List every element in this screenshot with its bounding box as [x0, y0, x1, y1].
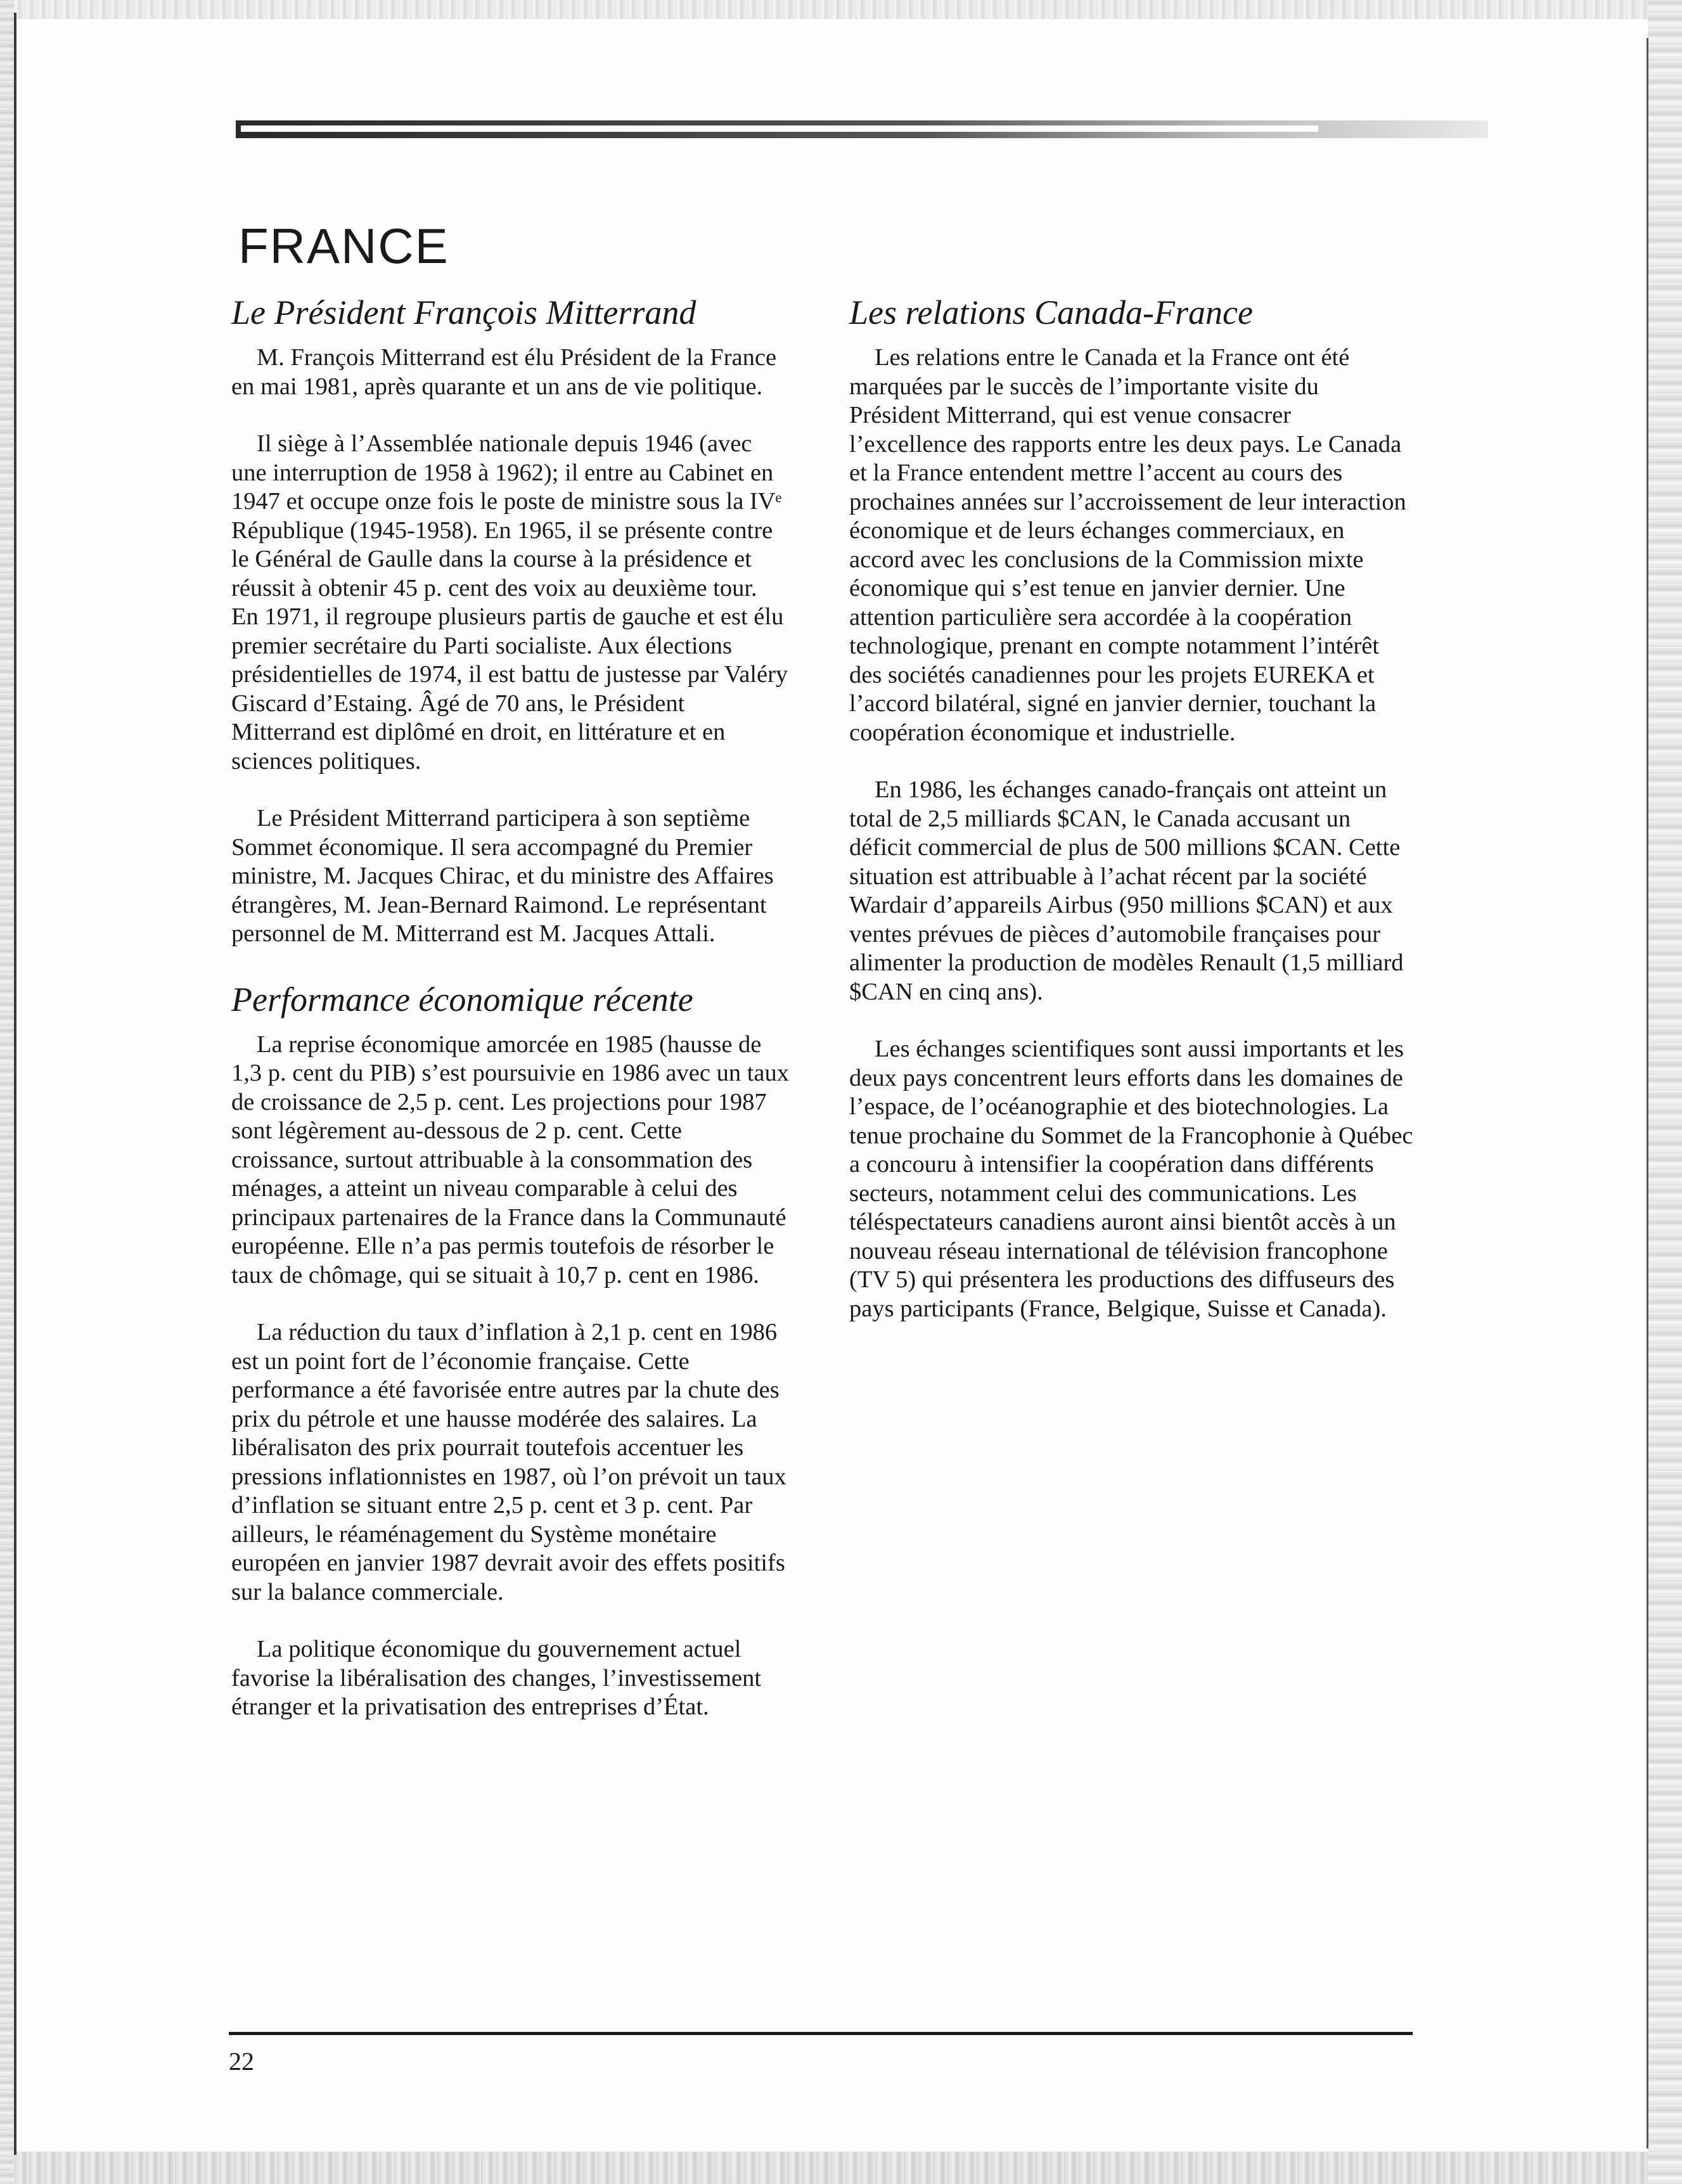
- left-column: [231, 290, 789, 1750]
- page-border-left: [14, 13, 16, 2155]
- page-border-right: [1647, 38, 1648, 2149]
- paragraph: Il siège à l’Assemblée nationale depuis 1946 (avec une interruption de 1958 à 1962); il entre au Cabinet en 1947 et occupe onze fois le poste de ministre sous la IVᵉ République (1945-1958). En 1965, il se présente contre le Général de Gaulle dans la course à la présidence et réussit à obtenir 45 p. cent des voix au deuxième tour. En 1971, il regroupe plusieurs partis de gauche et est élu premier secrétaire du Parti socialiste. Aux élections présidentielles de 1974, il est battu de justesse par Valéry Giscard d’Estaing. Âgé de 70 ans, le Président Mitterrand est diplômé en droit, en littérature et en sciences politiques.: [231, 430, 788, 774]
- scan-edge-top: [0, 0, 1682, 19]
- paragraph: Les échanges scientifiques sont aussi importants et les deux pays concentrent leurs efforts dans les domaines de l’espace, de l’océanographie et des biotechnologies. La tenue prochaine du Sommet de la Francophonie à Québec a concouru à intensifier la coopération dans différents secteurs, notamment celui des communications. Les téléspectateurs canadiens auront ainsi bientôt accès à un nouveau réseau international de télévision francophone (TV 5) qui présentera les productions des diffuseurs des pays participants (France, Belgique, Suisse et Canada).: [849, 1036, 1413, 1322]
- paragraph: Le Président Mitterrand participera à son septième Sommet économique. Il sera accompagné du Premier ministre, M. Jacques Chirac, et du ministre des Affaires étrangères, M. Jean-Bernard Raimond. Le représentant personnel de M. Mitterrand est M. Jacques Attali.: [231, 805, 774, 947]
- footer-rule: [229, 2032, 1413, 2035]
- header-rule-inner: [241, 125, 1318, 132]
- scan-edge-right: [1648, 0, 1682, 2184]
- heading-canada-france-relations: Les relations Canada-France: [849, 293, 1253, 331]
- paragraph: M. François Mitterrand est élu Président de la France en mai 1981, après quarante et un ans de vie politique.: [231, 344, 777, 400]
- section-title: FRANCE: [238, 218, 449, 274]
- heading-economic-performance: Performance économique récente: [231, 980, 693, 1018]
- paragraph: La politique économique du gouvernement actuel favorise la libéralisation des changes, l’investissement étranger et la privatisation des entreprises d’État.: [231, 1636, 762, 1720]
- right-column: [849, 290, 1413, 1352]
- page-number: 22: [229, 2047, 254, 2076]
- heading-president: Le Président François Mitterrand: [231, 293, 697, 331]
- paragraph: En 1986, les échanges canado-français ont atteint un total de 2,5 milliards $CAN, le Canada accusant un déficit commercial de plus de 500 millions $CAN. Cette situation est attribuable à l’achat récent par la société Wardair d’appareils Airbus (950 millions $CAN) et aux ventes prévues de pièces d’automobile françaises pour alimenter la production de modèles Renault (1,5 milliard $CAN en cinq ans).: [849, 776, 1404, 1005]
- paragraph: La reprise économique amorcée en 1985 (hausse de 1,3 p. cent du PIB) s’est poursuivie en 1986 avec un taux de croissance de 2,5 p. cent. Les projections pour 1987 sont légèrement au-dessous de 2 p. cent. Cette croissance, surtout attribuable à la consommation des ménages, a atteint un niveau comparable à celui des principaux partenaires de la France dans la Communauté européenne. Elle n’a pas permis toutefois de résorber le taux de chômage, qui se situait à 10,7 p. cent en 1986.: [231, 1031, 789, 1288]
- scan-edge-left: [0, 0, 14, 2184]
- paragraph: Les relations entre le Canada et la France ont été marquées par le succès de l’importante visite du Président Mitterrand, qui est venue consacrer l’excellence des rapports entre les deux pays. Le Canada et la France entendent mettre l’accent au cours des prochaines années sur l’accroissement de leur interaction économique et de leurs échanges commerciaux, en accord avec les conclusions de la Commission mixte économique qui s’est tenue en janvier dernier. Une attention particulière sera accordée à la coopération technologique, prenant en compte notamment l’intérêt des sociétés canadiennes pour les projets EUREKA et l’accord bilatéral, signé en janvier dernier, touchant la coopération économique et industrielle.: [849, 344, 1406, 746]
- scan-edge-bottom: [0, 2152, 1682, 2184]
- paragraph: La réduction du taux d’inflation à 2,1 p. cent en 1986 est un point fort de l’économie française. Cette performance a été favorisée entre autres par la chute des prix du pétrole et une hausse modérée des salaires. La libéralisaton des prix pourrait toutefois accentuer les pressions inflationnistes en 1987, où l’on prévoit un taux d’inflation se situant entre 2,5 p. cent et 3 p. cent. Par ailleurs, le réaménagement du Système monétaire européen en janvier 1987 devrait avoir des effets positifs sur la balance commerciale.: [231, 1319, 786, 1605]
